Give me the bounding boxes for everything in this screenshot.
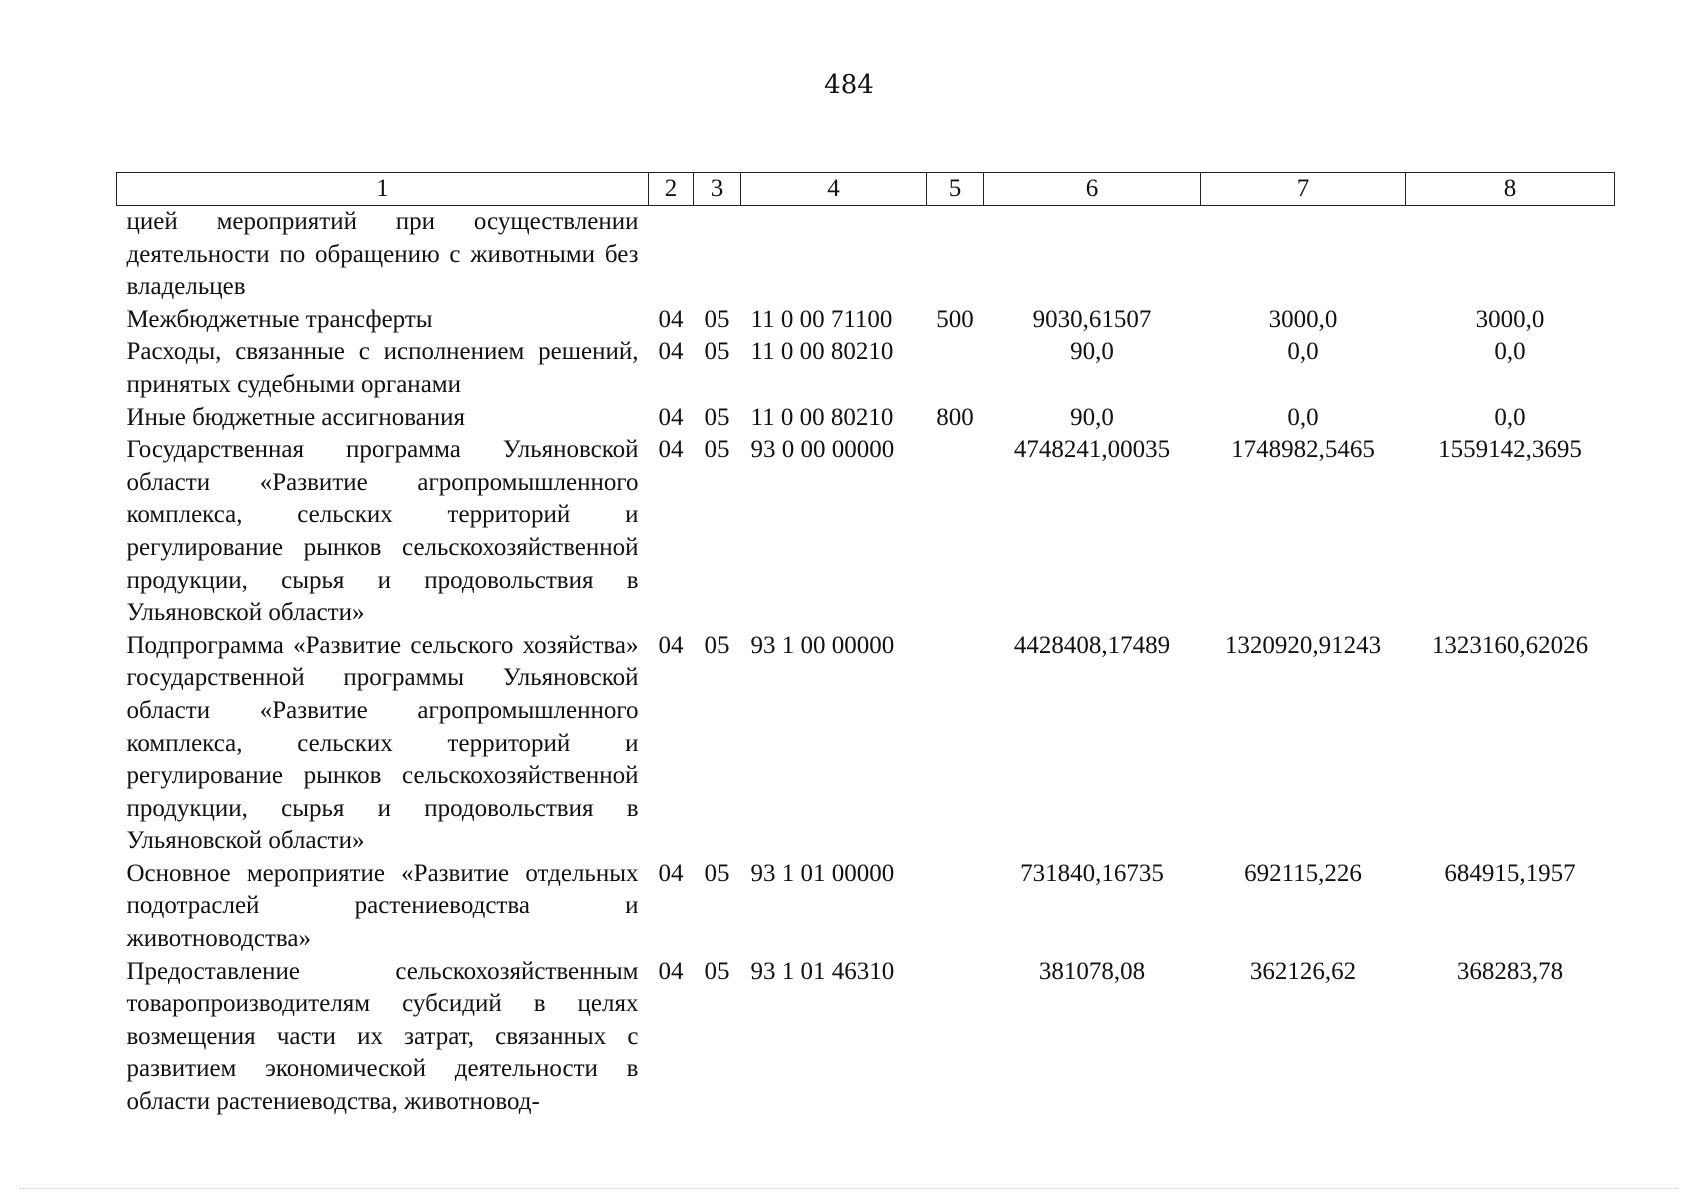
header-col-1: 1 bbox=[117, 173, 649, 206]
table-row bbox=[117, 402, 1615, 435]
row-amount-col6: 90,0 bbox=[1070, 403, 1114, 431]
row-section: 04 bbox=[658, 631, 684, 659]
row-subsection: 05 bbox=[704, 436, 730, 464]
row-name: Межбюджетные трансферты bbox=[126, 305, 433, 333]
row-expense-type: 800 bbox=[936, 403, 974, 431]
row-section: 04 bbox=[658, 338, 684, 366]
row-expense-type bbox=[927, 630, 984, 858]
table-row bbox=[117, 858, 1615, 956]
row-subsection: 05 bbox=[704, 631, 730, 659]
row-section: 04 bbox=[658, 403, 684, 431]
header-col-7: 7 bbox=[1201, 173, 1406, 206]
row-amount-col7: 0,0 bbox=[1287, 338, 1319, 366]
table-row bbox=[117, 630, 1615, 858]
page-number: 484 bbox=[824, 70, 874, 100]
row-target-code: 11 0 00 80210 bbox=[750, 403, 894, 431]
header-col-5: 5 bbox=[927, 173, 984, 206]
row-section: 04 bbox=[658, 305, 684, 333]
row-target-code: 93 0 00 00000 bbox=[750, 436, 895, 464]
row-expense-type bbox=[927, 858, 984, 956]
table-row bbox=[117, 336, 1615, 401]
table-header bbox=[117, 173, 1615, 206]
row-target-code: 11 0 00 80210 bbox=[750, 338, 894, 366]
row-target-code: 93 1 00 00000 bbox=[750, 631, 895, 659]
row-expense-type bbox=[927, 336, 984, 401]
row-target-code: 93 1 01 46310 bbox=[750, 957, 895, 985]
row-expense-type: 500 bbox=[936, 305, 974, 333]
row-amount-col8: 684915,1957 bbox=[1444, 859, 1576, 887]
row-amount-col7: 0,0 bbox=[1287, 403, 1319, 431]
row-name: цией мероприятий при осуществлении деятельности по обращению с животными без владельцев bbox=[126, 208, 639, 301]
table-body bbox=[117, 206, 1615, 1119]
row-target-code bbox=[741, 206, 927, 304]
row-amount-col8: 1559142,3695 bbox=[1438, 436, 1582, 464]
row-target-code: 93 1 01 00000 bbox=[750, 859, 895, 887]
row-name: Иные бюджетные ассигнования bbox=[126, 403, 466, 431]
header-col-4: 4 bbox=[741, 173, 927, 206]
row-amount-col6: 4748241,00035 bbox=[1013, 436, 1171, 464]
row-section bbox=[649, 206, 694, 304]
header-col-3: 3 bbox=[694, 173, 741, 206]
row-amount-col7: 1748982,5465 bbox=[1231, 436, 1375, 464]
row-name: Предоставление сельскохозяйственным товаропроизводителям субсидий в целях возмещения части их затрат, связанных с развитием экономической деятельности в области растениеводства, животновод- bbox=[126, 957, 639, 1116]
row-amount-col6 bbox=[984, 206, 1201, 304]
row-name: Расходы, связанные с исполнением решений, принятых судебными органами bbox=[126, 338, 639, 398]
row-amount-col6: 381078,08 bbox=[1038, 957, 1146, 985]
row-section: 04 bbox=[658, 436, 684, 464]
table-row bbox=[117, 434, 1615, 630]
row-amount-col8: 0,0 bbox=[1494, 338, 1526, 366]
row-amount-col7: 1320920,91243 bbox=[1224, 631, 1382, 659]
row-name: Основное мероприятие «Развитие отдельных подотраслей растениеводства и животноводства» bbox=[126, 859, 639, 953]
row-subsection bbox=[694, 206, 741, 304]
row-amount-col8: 3000,0 bbox=[1475, 305, 1545, 333]
row-expense-type bbox=[927, 206, 984, 304]
row-amount-col7 bbox=[1201, 206, 1406, 304]
header-row bbox=[117, 173, 1615, 206]
row-amount-col6: 4428408,17489 bbox=[1013, 631, 1171, 659]
row-expense-type bbox=[927, 956, 984, 1119]
row-subsection: 05 bbox=[704, 957, 730, 985]
budget-table bbox=[116, 172, 1615, 1119]
header-col-2: 2 bbox=[649, 173, 694, 206]
row-subsection: 05 bbox=[704, 305, 730, 333]
row-amount-col8: 0,0 bbox=[1494, 403, 1526, 431]
row-subsection: 05 bbox=[704, 403, 730, 431]
row-name: Подпрограмма «Развитие сельского хозяйства» государственной программы Ульяновской области «Развитие агропромышленного комплекса, сельских территорий и регулирование рынков сельскохозяйственной продукции, сырья и продовольствия в Ульяновской области» bbox=[126, 631, 639, 855]
row-amount-col6: 9030,61507 bbox=[1032, 305, 1152, 333]
header-col-6: 6 bbox=[984, 173, 1201, 206]
row-amount-col6: 731840,16735 bbox=[1020, 859, 1164, 887]
table-row bbox=[117, 304, 1615, 337]
table-row bbox=[117, 206, 1615, 304]
row-amount-col7: 362126,62 bbox=[1249, 957, 1357, 985]
row-name: Государственная программа Ульяновской области «Развитие агропромышленного комплекса, сельских территорий и регулирование рынков сельскохозяйственной продукции, сырья и продовольствия в Ульяновской области» bbox=[126, 436, 639, 627]
scan-edge-divider bbox=[20, 1188, 1678, 1189]
table-row bbox=[117, 956, 1615, 1119]
header-col-8: 8 bbox=[1406, 173, 1615, 206]
row-amount-col6: 90,0 bbox=[1070, 338, 1114, 366]
row-subsection: 05 bbox=[704, 338, 730, 366]
row-subsection: 05 bbox=[704, 859, 730, 887]
row-amount-col7: 3000,0 bbox=[1268, 305, 1338, 333]
row-amount-col8: 368283,78 bbox=[1456, 957, 1564, 985]
row-target-code: 11 0 00 71100 bbox=[750, 305, 893, 333]
row-amount-col8: 1323160,62026 bbox=[1431, 631, 1589, 659]
row-section: 04 bbox=[658, 859, 684, 887]
row-expense-type bbox=[927, 434, 984, 630]
row-amount-col7: 692115,226 bbox=[1244, 859, 1362, 887]
row-section: 04 bbox=[658, 957, 684, 985]
row-amount-col8 bbox=[1406, 206, 1615, 304]
